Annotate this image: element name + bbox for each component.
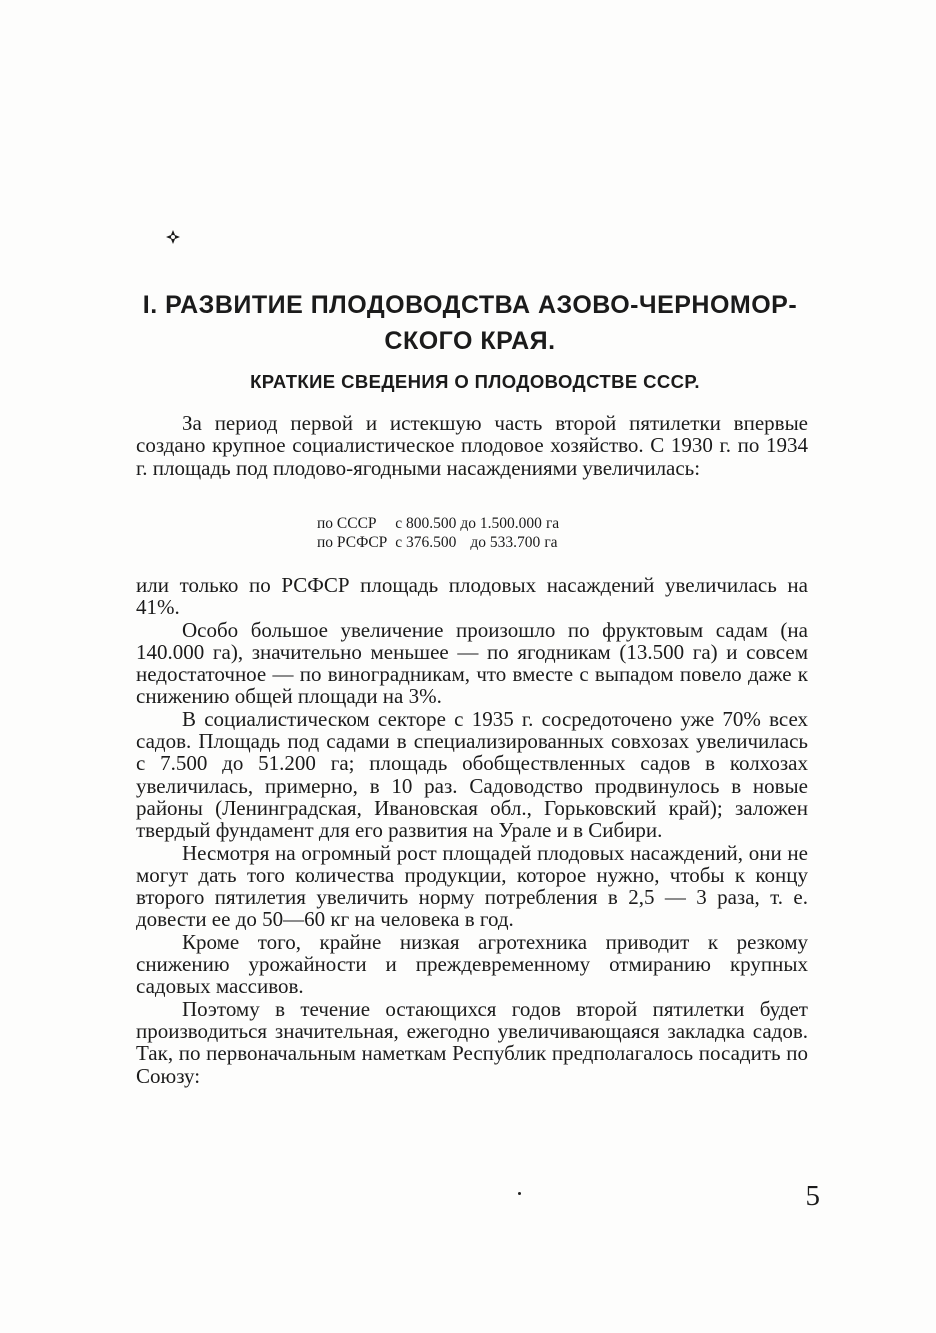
intro-text-block (136, 412, 808, 479)
table-cell-to-value: до 533.700 (470, 534, 541, 551)
paragraph-5: Несмотря на огромный рост площадей плодовых насаждений, они не могут дать того количества продукции, которое нужно, чтобы к концу второго пятилетия увеличить норму потребления в 2,5 — 3 раза, т. е. довести ее до 50—60 кг на человека в год. (136, 840, 808, 932)
chapter-title (130, 287, 810, 359)
paragraph-7: Поэтому в течение остающихся годов второй пятилетки будет производиться значительная, ежегодно увеличивающаяся закладка садов. Так, по первоначальным наметкам Республик предполагалось посадить по Союзу: (136, 996, 808, 1088)
table-cell-region: по СССР (317, 515, 377, 532)
page-number: 5 (805, 1180, 820, 1212)
table-cell-region: по РСФСР (317, 534, 388, 551)
main-text-block (136, 574, 808, 1087)
table-cell-from: с 376.500 (395, 534, 457, 551)
paragraph-3: Особо большое увеличение произошло по фруктовым садам (на 140.000 га), значительно меньшее — по ягодникам (13.500 га) и совсем недостаточное — по виноградникам, что вместе с выпадом повело даже к снижению общей площади на 3%. (136, 617, 808, 709)
paragraph-4: В социалистическом секторе с 1935 г. сосредоточено уже 70% всех садов. Площадь под садами в специализированных совхозах увеличилась с 7.500 до 51.200 га; площадь обобществленных садов в колхозах увеличилась, примерно, в 10 раз. Садоводство продвинулось в новые районы (Ленинградская, Ивановская обл., Горьковский край); заложен твердый фундамент для его развития на Урале и в Сибири. (136, 706, 808, 843)
ink-speck (518, 1192, 521, 1195)
chapter-title-line-2: СКОГО КРАЯ. (384, 327, 556, 355)
orchard-area-table (317, 514, 559, 552)
printer-ornament-icon (165, 229, 181, 245)
paragraph-2: или только по РСФСР площадь плодовых насаждений увеличилась на 41%. (136, 573, 808, 620)
paragraph-1: За период первой и истекшую часть второй пятилетки впервые создано крупное социалистическое плодовое хозяйство. С 1930 г. по 1934 г. площадь под плодово-ягодными насаждениями увеличилась: (136, 411, 808, 480)
table-cell-to-value: до 1.500.000 (460, 515, 542, 532)
table-cell-from: с 800.500 (395, 515, 457, 532)
table-row (317, 514, 559, 533)
table-row (317, 533, 559, 552)
chapter-title-line-1: I. РАЗВИТИЕ ПЛОДОВОДСТВА АЗОВО-ЧЕРНОМОР- (142, 291, 798, 319)
table-cell-unit: га (544, 534, 558, 551)
table-cell-to (460, 533, 559, 552)
table-cell-unit: га (545, 515, 560, 532)
section-subtitle: КРАТКИЕ СВЕДЕНИЯ О ПЛОДОВОДСТВЕ СССР. (250, 371, 700, 392)
table-cell-to (460, 514, 559, 533)
paragraph-6: Кроме того, крайне низкая агротехника приводит к резкому снижению урожайности и преждевременному отмиранию крупных садовых массивов. (136, 929, 808, 999)
